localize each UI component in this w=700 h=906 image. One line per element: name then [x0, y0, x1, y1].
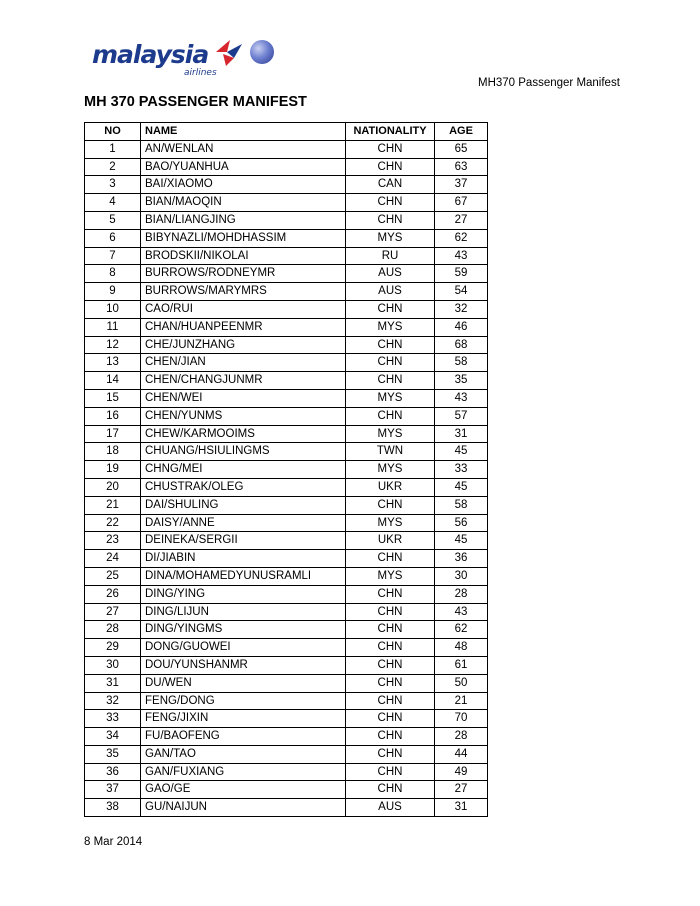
- cell-no: 33: [85, 710, 141, 728]
- cell-age: 59: [435, 265, 488, 283]
- cell-nationality: CHN: [346, 763, 435, 781]
- cell-age: 62: [435, 621, 488, 639]
- cell-name: FENG/JIXIN: [141, 710, 346, 728]
- table-row: [85, 158, 488, 176]
- cell-no: 3: [85, 176, 141, 194]
- column-header-age: AGE: [435, 123, 488, 141]
- cell-name: DU/WEN: [141, 674, 346, 692]
- cell-age: 63: [435, 158, 488, 176]
- cell-name: BAO/YUANHUA: [141, 158, 346, 176]
- cell-age: 61: [435, 656, 488, 674]
- table-row: [85, 140, 488, 158]
- cell-nationality: CHN: [346, 728, 435, 746]
- cell-name: BURROWS/RODNEYMR: [141, 265, 346, 283]
- cell-age: 31: [435, 425, 488, 443]
- cell-no: 28: [85, 621, 141, 639]
- cell-nationality: CHN: [346, 585, 435, 603]
- table-row: [85, 265, 488, 283]
- table-row: [85, 603, 488, 621]
- cell-age: 45: [435, 532, 488, 550]
- table-row: [85, 283, 488, 301]
- cell-no: 5: [85, 211, 141, 229]
- cell-age: 27: [435, 781, 488, 799]
- table-header-row: [85, 123, 488, 141]
- cell-age: 46: [435, 318, 488, 336]
- cell-no: 30: [85, 656, 141, 674]
- cell-age: 65: [435, 140, 488, 158]
- cell-name: CHEN/WEI: [141, 389, 346, 407]
- column-header-nationality: NATIONALITY: [346, 123, 435, 141]
- table-row: [85, 781, 488, 799]
- cell-name: DEINEKA/SERGII: [141, 532, 346, 550]
- cell-name: CHEN/YUNMS: [141, 407, 346, 425]
- cell-nationality: CAN: [346, 176, 435, 194]
- table-row: [85, 336, 488, 354]
- cell-name: BIAN/LIANGJING: [141, 211, 346, 229]
- cell-name: CAO/RUI: [141, 300, 346, 318]
- cell-name: DAISY/ANNE: [141, 514, 346, 532]
- cell-no: 36: [85, 763, 141, 781]
- cell-nationality: CHN: [346, 603, 435, 621]
- cell-no: 31: [85, 674, 141, 692]
- table-row: [85, 728, 488, 746]
- cell-age: 35: [435, 372, 488, 390]
- table-row: [85, 354, 488, 372]
- cell-no: 8: [85, 265, 141, 283]
- cell-nationality: CHN: [346, 621, 435, 639]
- cell-age: 68: [435, 336, 488, 354]
- column-header-name: NAME: [141, 123, 346, 141]
- table-row: [85, 532, 488, 550]
- cell-name: FENG/DONG: [141, 692, 346, 710]
- cell-name: BAI/XIAOMO: [141, 176, 346, 194]
- cell-no: 2: [85, 158, 141, 176]
- cell-nationality: MYS: [346, 514, 435, 532]
- cell-no: 11: [85, 318, 141, 336]
- table-row: [85, 710, 488, 728]
- cell-name: DI/JIABIN: [141, 550, 346, 568]
- table-row: [85, 194, 488, 212]
- cell-nationality: CHN: [346, 407, 435, 425]
- cell-age: 54: [435, 283, 488, 301]
- cell-age: 56: [435, 514, 488, 532]
- cell-no: 26: [85, 585, 141, 603]
- cell-name: BURROWS/MARYMRS: [141, 283, 346, 301]
- cell-no: 37: [85, 781, 141, 799]
- cell-no: 14: [85, 372, 141, 390]
- cell-no: 12: [85, 336, 141, 354]
- cell-age: 62: [435, 229, 488, 247]
- cell-age: 58: [435, 354, 488, 372]
- table-row: [85, 763, 488, 781]
- cell-no: 29: [85, 639, 141, 657]
- cell-nationality: MYS: [346, 389, 435, 407]
- cell-nationality: RU: [346, 247, 435, 265]
- cell-name: DAI/SHULING: [141, 496, 346, 514]
- cell-no: 10: [85, 300, 141, 318]
- cell-age: 32: [435, 300, 488, 318]
- logo-subtext: airlines: [184, 68, 217, 78]
- cell-age: 37: [435, 176, 488, 194]
- cell-name: BRODSKII/NIKOLAI: [141, 247, 346, 265]
- table-row: [85, 639, 488, 657]
- cell-name: BIBYNAZLI/MOHDHASSIM: [141, 229, 346, 247]
- cell-name: FU/BAOFENG: [141, 728, 346, 746]
- cell-age: 43: [435, 603, 488, 621]
- cell-age: 43: [435, 389, 488, 407]
- cell-name: DING/YINGMS: [141, 621, 346, 639]
- cell-nationality: MYS: [346, 425, 435, 443]
- cell-nationality: TWN: [346, 443, 435, 461]
- cell-age: 31: [435, 799, 488, 817]
- running-header: MH370 Passenger Manifest: [478, 77, 620, 89]
- kite-logo-icon: [214, 38, 244, 68]
- cell-nationality: MYS: [346, 567, 435, 585]
- table-row: [85, 300, 488, 318]
- cell-no: 13: [85, 354, 141, 372]
- cell-nationality: CHN: [346, 211, 435, 229]
- cell-age: 70: [435, 710, 488, 728]
- table-row: [85, 674, 488, 692]
- cell-no: 21: [85, 496, 141, 514]
- cell-age: 49: [435, 763, 488, 781]
- cell-name: CHEN/CHANGJUNMR: [141, 372, 346, 390]
- cell-nationality: AUS: [346, 283, 435, 301]
- table-row: [85, 425, 488, 443]
- cell-name: CHEW/KARMOOIMS: [141, 425, 346, 443]
- table-row: [85, 229, 488, 247]
- cell-nationality: MYS: [346, 461, 435, 479]
- cell-nationality: CHN: [346, 656, 435, 674]
- cell-name: CHEN/JIAN: [141, 354, 346, 372]
- cell-no: 20: [85, 478, 141, 496]
- cell-nationality: CHN: [346, 140, 435, 158]
- cell-no: 22: [85, 514, 141, 532]
- cell-nationality: UKR: [346, 478, 435, 496]
- table-row: [85, 567, 488, 585]
- cell-no: 7: [85, 247, 141, 265]
- cell-no: 1: [85, 140, 141, 158]
- cell-name: DINA/MOHAMEDYUNUSRAMLI: [141, 567, 346, 585]
- cell-no: 6: [85, 229, 141, 247]
- table-row: [85, 585, 488, 603]
- table-row: [85, 514, 488, 532]
- cell-no: 4: [85, 194, 141, 212]
- table-row: [85, 461, 488, 479]
- oneworld-globe-icon: [250, 40, 274, 64]
- table-row: [85, 389, 488, 407]
- cell-name: AN/WENLAN: [141, 140, 346, 158]
- cell-name: GAN/FUXIANG: [141, 763, 346, 781]
- cell-age: 36: [435, 550, 488, 568]
- cell-age: 44: [435, 745, 488, 763]
- cell-nationality: CHN: [346, 300, 435, 318]
- cell-name: CHNG/MEI: [141, 461, 346, 479]
- cell-no: 34: [85, 728, 141, 746]
- cell-no: 17: [85, 425, 141, 443]
- cell-age: 48: [435, 639, 488, 657]
- cell-age: 50: [435, 674, 488, 692]
- cell-name: DING/YING: [141, 585, 346, 603]
- cell-no: 23: [85, 532, 141, 550]
- cell-name: DONG/GUOWEI: [141, 639, 346, 657]
- page-title: MH 370 PASSENGER MANIFEST: [84, 94, 307, 110]
- cell-nationality: CHN: [346, 745, 435, 763]
- cell-no: 19: [85, 461, 141, 479]
- table-row: [85, 496, 488, 514]
- cell-nationality: UKR: [346, 532, 435, 550]
- cell-no: 16: [85, 407, 141, 425]
- footer-date: 8 Mar 2014: [84, 836, 143, 848]
- cell-no: 35: [85, 745, 141, 763]
- cell-no: 24: [85, 550, 141, 568]
- table-row: [85, 745, 488, 763]
- cell-nationality: CHN: [346, 639, 435, 657]
- cell-name: CHE/JUNZHANG: [141, 336, 346, 354]
- cell-age: 33: [435, 461, 488, 479]
- table-row: [85, 692, 488, 710]
- cell-age: 28: [435, 585, 488, 603]
- cell-no: 38: [85, 799, 141, 817]
- cell-nationality: CHN: [346, 194, 435, 212]
- cell-nationality: CHN: [346, 496, 435, 514]
- cell-nationality: AUS: [346, 265, 435, 283]
- table-body: [85, 140, 488, 816]
- cell-no: 25: [85, 567, 141, 585]
- cell-name: CHUSTRAK/OLEG: [141, 478, 346, 496]
- cell-nationality: MYS: [346, 318, 435, 336]
- table-row: [85, 621, 488, 639]
- table-row: [85, 443, 488, 461]
- cell-no: 18: [85, 443, 141, 461]
- cell-age: 28: [435, 728, 488, 746]
- table-row: [85, 799, 488, 817]
- passenger-table: [84, 122, 488, 817]
- table-row: [85, 656, 488, 674]
- cell-name: DOU/YUNSHANMR: [141, 656, 346, 674]
- cell-age: 43: [435, 247, 488, 265]
- cell-no: 9: [85, 283, 141, 301]
- cell-age: 45: [435, 478, 488, 496]
- table-row: [85, 247, 488, 265]
- cell-name: CHUANG/HSIULINGMS: [141, 443, 346, 461]
- cell-name: BIAN/MAOQIN: [141, 194, 346, 212]
- table-row: [85, 211, 488, 229]
- cell-nationality: AUS: [346, 799, 435, 817]
- cell-no: 27: [85, 603, 141, 621]
- table-row: [85, 478, 488, 496]
- cell-name: GU/NAIJUN: [141, 799, 346, 817]
- cell-name: GAO/GE: [141, 781, 346, 799]
- cell-nationality: CHN: [346, 692, 435, 710]
- cell-nationality: CHN: [346, 158, 435, 176]
- table-row: [85, 372, 488, 390]
- cell-no: 15: [85, 389, 141, 407]
- cell-nationality: CHN: [346, 710, 435, 728]
- cell-age: 58: [435, 496, 488, 514]
- logo-wordmark: malaysia: [92, 40, 209, 69]
- column-header-no: NO: [85, 123, 141, 141]
- table-row: [85, 318, 488, 336]
- cell-nationality: CHN: [346, 781, 435, 799]
- cell-nationality: CHN: [346, 372, 435, 390]
- cell-nationality: CHN: [346, 354, 435, 372]
- cell-nationality: CHN: [346, 336, 435, 354]
- cell-nationality: CHN: [346, 674, 435, 692]
- table-row: [85, 407, 488, 425]
- cell-name: GAN/TAO: [141, 745, 346, 763]
- cell-age: 57: [435, 407, 488, 425]
- cell-age: 45: [435, 443, 488, 461]
- cell-age: 67: [435, 194, 488, 212]
- cell-name: CHAN/HUANPEENMR: [141, 318, 346, 336]
- cell-age: 27: [435, 211, 488, 229]
- cell-nationality: CHN: [346, 550, 435, 568]
- table-row: [85, 550, 488, 568]
- cell-age: 30: [435, 567, 488, 585]
- cell-no: 32: [85, 692, 141, 710]
- cell-name: DING/LIJUN: [141, 603, 346, 621]
- cell-age: 21: [435, 692, 488, 710]
- cell-nationality: MYS: [346, 229, 435, 247]
- table-row: [85, 176, 488, 194]
